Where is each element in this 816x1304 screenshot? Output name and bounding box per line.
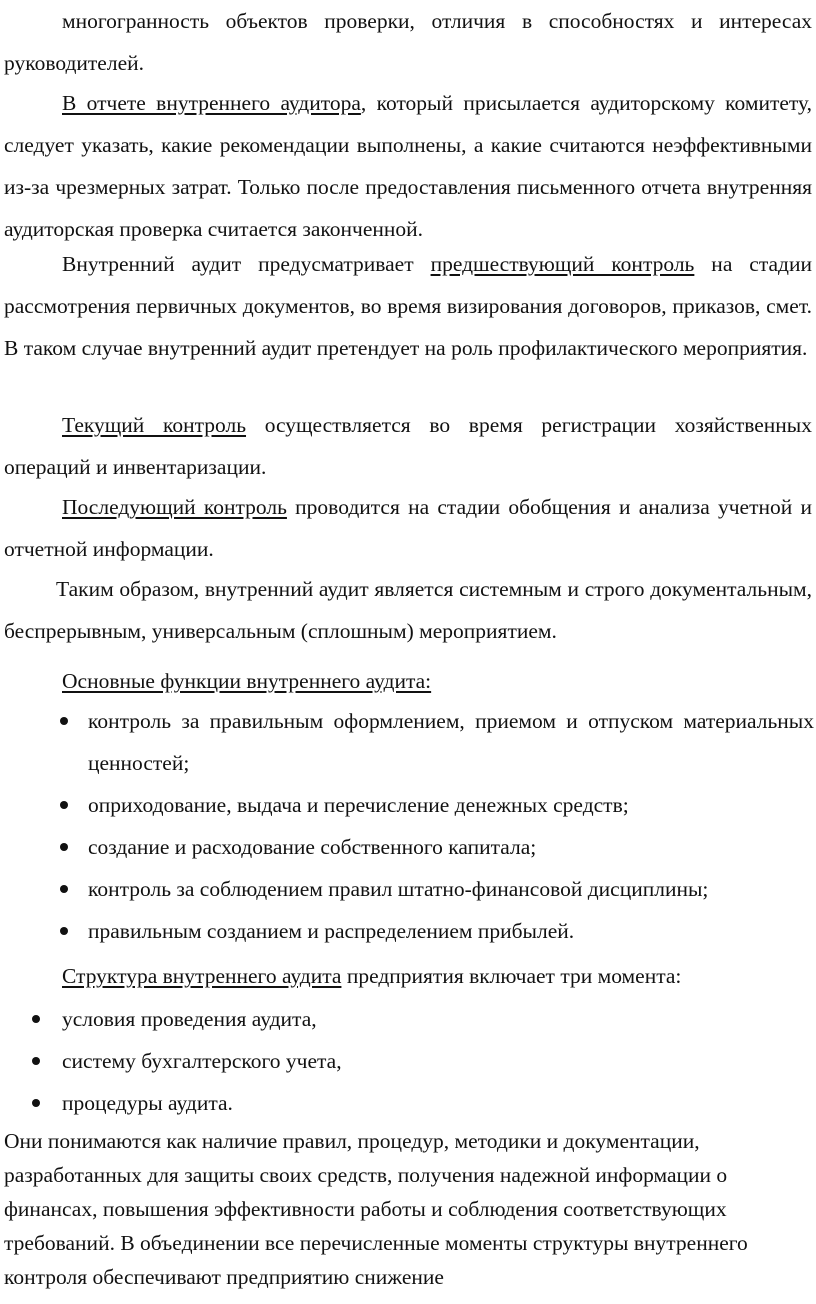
paragraph-report <box>4 82 812 250</box>
list-item <box>30 1082 810 1124</box>
list-item <box>58 910 814 952</box>
bullet-icon <box>32 1015 40 1023</box>
structure-list <box>30 998 810 1124</box>
paragraph-conclusion-text: Таким образом, внутренний аудит является системным и строго документальным, беспрерывным, универсальным (сплошным) мероприятием. <box>4 577 812 643</box>
bullet-icon <box>60 843 68 851</box>
list-item <box>30 998 810 1040</box>
bullet-icon <box>60 801 68 809</box>
list-item-text: контроль за правильным оформлением, приемом и отпуском материальных ценностей; <box>88 709 814 775</box>
list-item-text: систему бухгалтерского учета, <box>62 1049 342 1073</box>
paragraph-subsequent-control <box>4 486 812 570</box>
list-item <box>58 826 814 868</box>
list-item <box>30 1040 810 1082</box>
list-item-text: оприходование, выдача и перечисление денежных средств; <box>88 793 629 817</box>
paragraph-preliminary-text-a: Внутренний аудит предусматривает <box>62 252 431 276</box>
list-item <box>58 784 814 826</box>
underlined-term-report: В отчете внутреннего аудитора <box>62 91 361 115</box>
paragraph-report-text: , который присылается аудиторскому комитету, следует указать, какие рекомендации выполнены, а какие считаются неэффективными из-за чрезмерных затрат. Только после предоставления письменного отчета внутренняя аудиторская проверка считается законченной. <box>4 91 812 241</box>
list-item-text: контроль за соблюдением правил штатно-финансовой дисциплины; <box>88 877 709 901</box>
paragraph-structure-text: предприятия включает три момента: <box>341 964 682 988</box>
paragraph-preliminary-control <box>4 243 812 369</box>
functions-heading <box>62 660 802 702</box>
paragraph-final <box>4 1124 804 1294</box>
bullet-icon <box>32 1057 40 1065</box>
underlined-term-current-control: Текущий контроль <box>62 413 247 437</box>
underlined-term-subsequent-control: Последующий контроль <box>62 495 287 519</box>
paragraph-conclusion <box>4 568 812 652</box>
bullet-icon <box>60 927 68 935</box>
underlined-term-structure: Структура внутреннего аудита <box>62 964 342 988</box>
bullet-icon <box>32 1099 40 1107</box>
list-item-text: условия проведения аудита, <box>62 1007 317 1031</box>
paragraph-final-text: Они понимаются как наличие правил, процедур, методики и документации, разработанных для защиты своих средств, получения надежной информации о финансах, повышения эффективности работы и соблюдения соответствующих требований. В объединении все перечисленные моменты структуры внутреннего контроля обеспечивают предприятию снижение <box>4 1129 748 1289</box>
paragraph-intro <box>4 0 812 84</box>
paragraph-intro-text: многогранность объектов проверки, отличия в способностях и интересах руководителей. <box>4 9 812 75</box>
underlined-term-preliminary-control: предшествующий контроль <box>430 252 695 276</box>
bullet-icon <box>60 717 68 725</box>
bullet-icon <box>60 885 68 893</box>
functions-heading-text: Основные функции внутреннего аудита: <box>62 669 432 693</box>
paragraph-preliminary-text-b: на стадии рассмотрения первичных документов, во время визирования договоров, приказов, смет. В таком случае внутренний аудит претендует на роль профилактического мероприятия. <box>4 252 812 360</box>
paragraph-current-text: осуществляется во время регистрации хозяйственных операций и инвентаризации. <box>4 413 812 479</box>
list-item <box>58 700 814 784</box>
functions-list <box>58 700 814 952</box>
list-item-text: правильным созданием и распределением прибылей. <box>88 919 575 943</box>
paragraph-structure <box>62 955 802 997</box>
list-item-text: процедуры аудита. <box>62 1091 233 1115</box>
list-item <box>58 868 814 910</box>
paragraph-subsequent-text: проводится на стадии обобщения и анализа учетной и отчетной информации. <box>4 495 813 561</box>
paragraph-current-control <box>4 404 812 488</box>
list-item-text: создание и расходование собственного капитала; <box>88 835 537 859</box>
